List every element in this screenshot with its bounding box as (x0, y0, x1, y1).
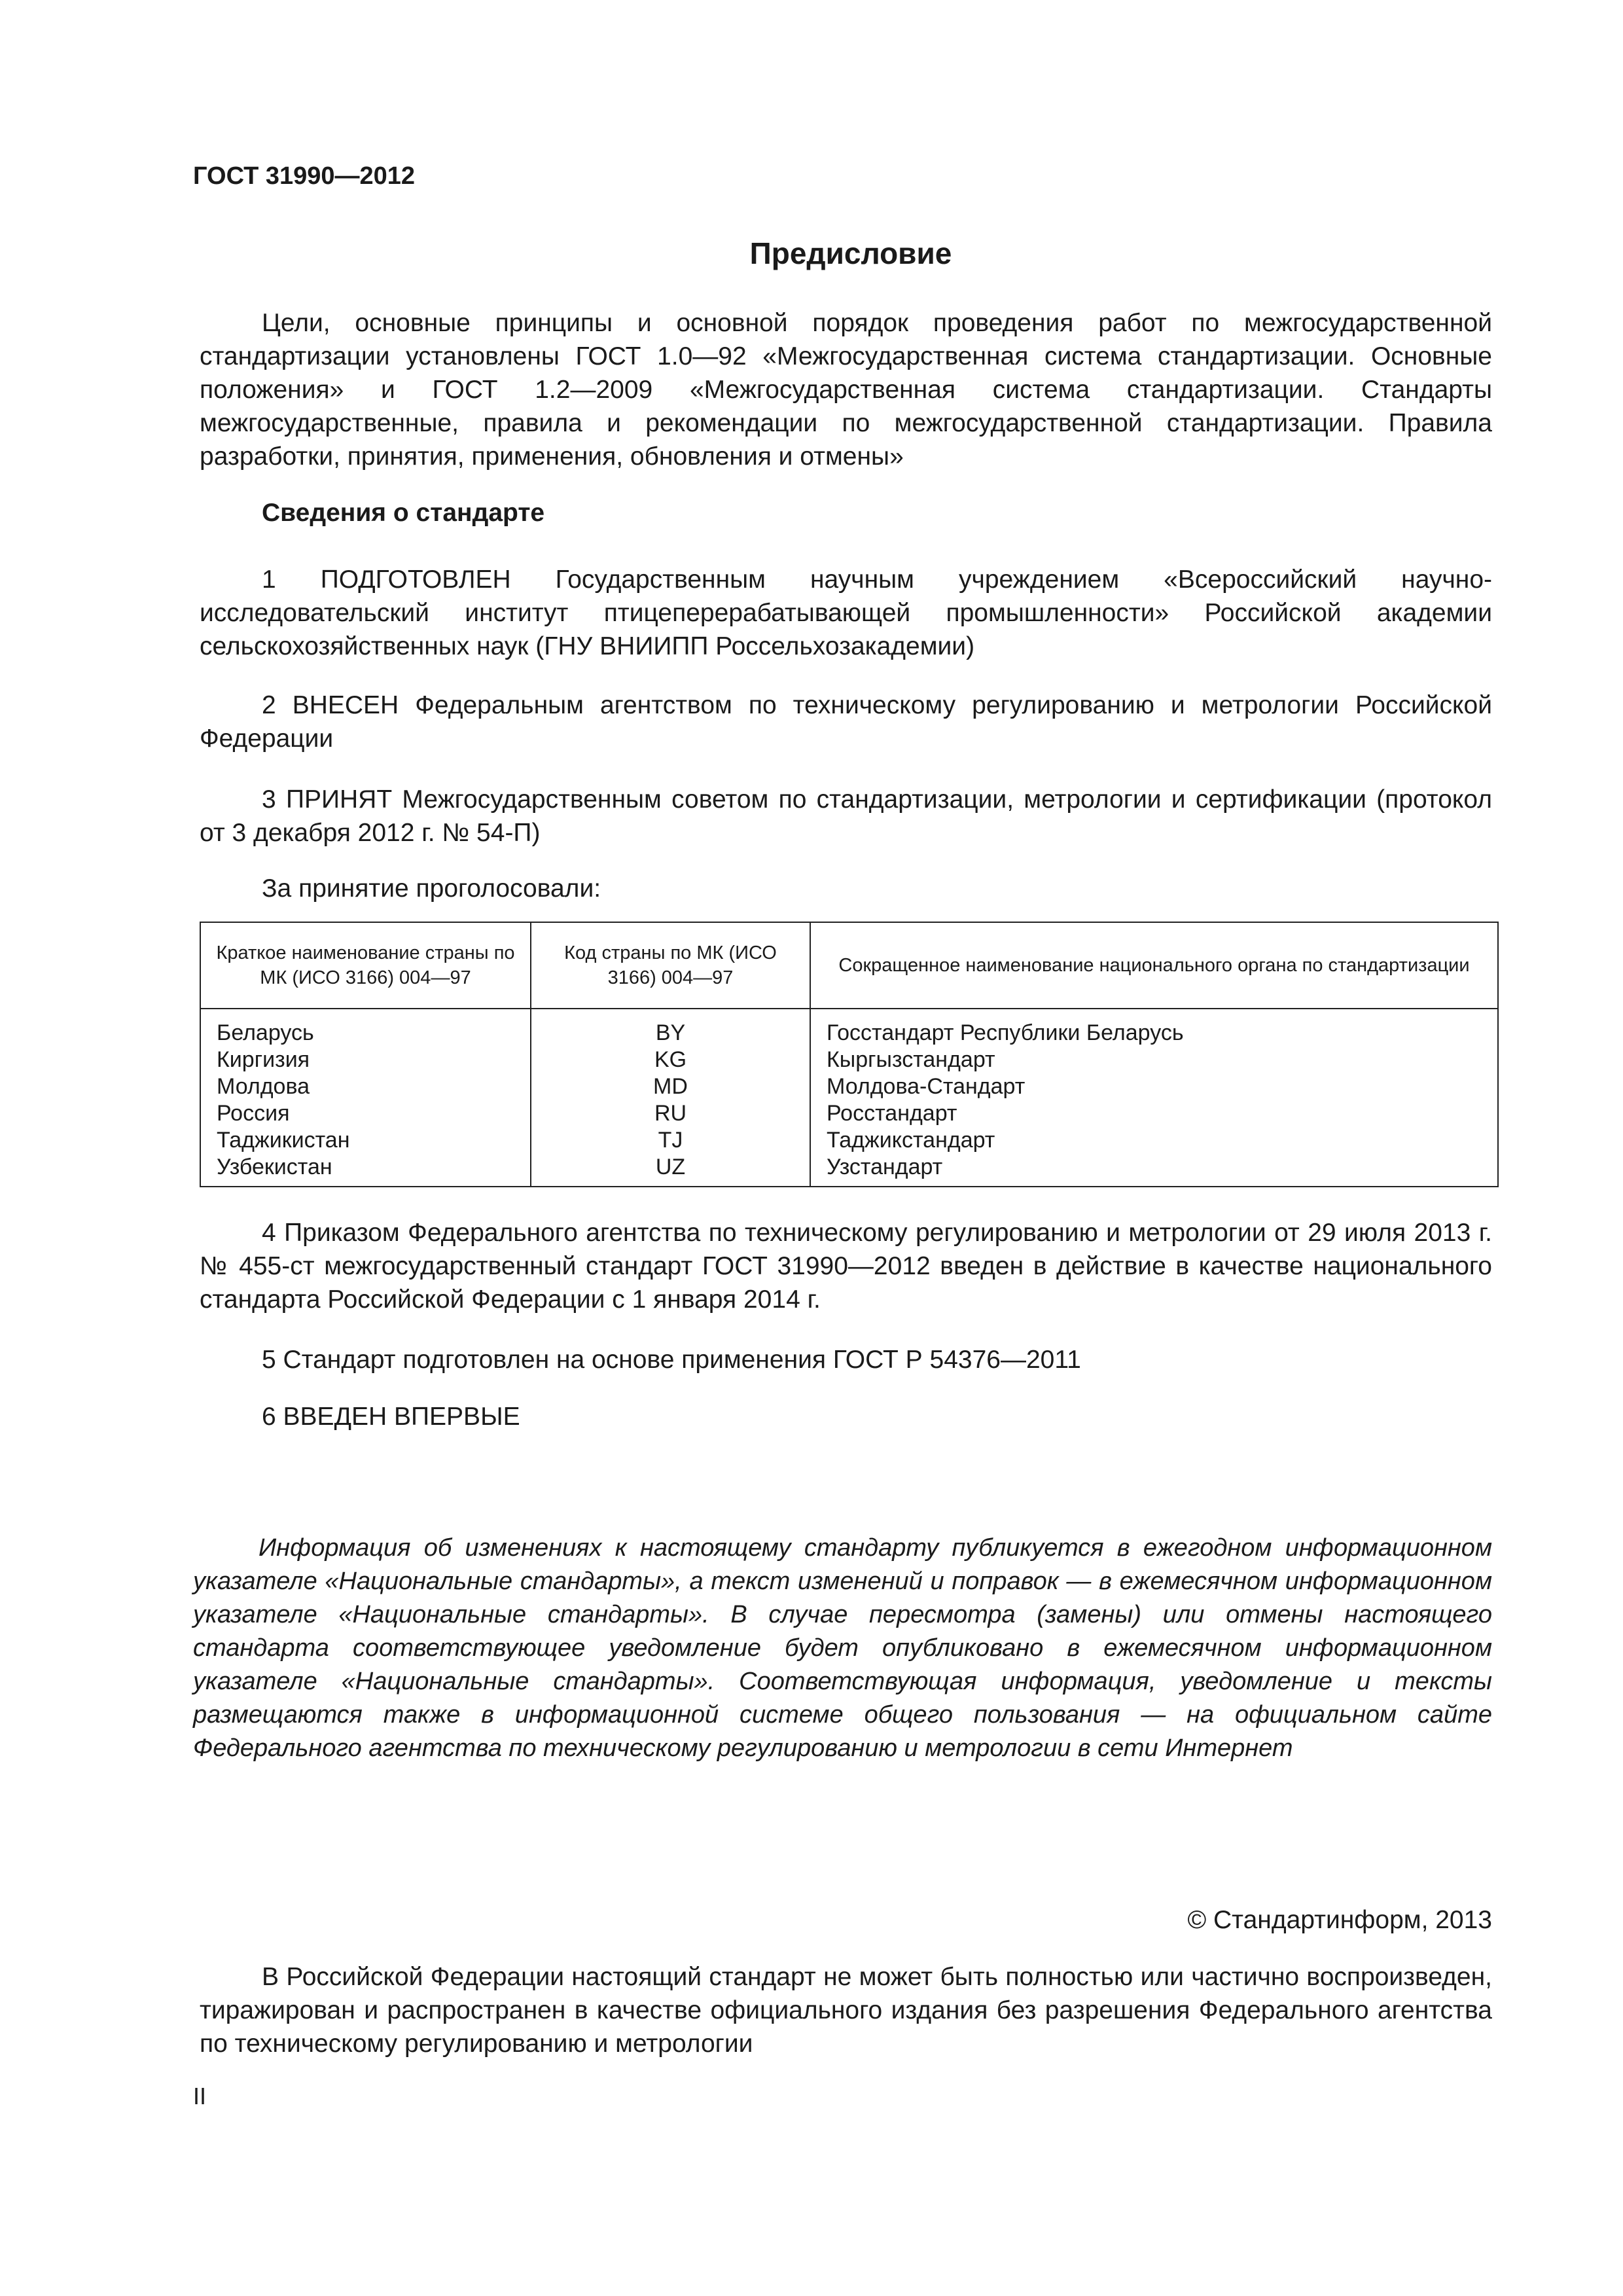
country-cell: Беларусь (200, 1009, 531, 1047)
table-row (200, 1154, 1498, 1187)
table-row (200, 1100, 1498, 1127)
country-cell: Узбекистан (200, 1154, 531, 1187)
document-header: ГОСТ 31990—2012 (193, 162, 416, 190)
code-cell: TJ (531, 1127, 810, 1154)
table-header-row (200, 922, 1498, 1009)
table-row (200, 1047, 1498, 1073)
item-3-paragraph: 3 ПРИНЯТ Межгосударственным советом по стандартизации, метрологии и сертификации (протокол от 3 декабря 2012 г. № 54-П) (200, 785, 1492, 847)
intro-paragraph: Цели, основные принципы и основной порядок проведения работ по межгосударственной стандартизации установлены ГОСТ 1.0—92 «Межгосударственная система стандартизации. Основные положения» и ГОСТ 1.2—2009 «Межгосударственная система стандартизации. Стандарты межгосударственные, правила и рекомендации по межгосударственной стандартизации. Правила разработки, принятия, применения, обновления и отмены» (200, 309, 1492, 471)
code-cell: RU (531, 1100, 810, 1127)
body-cell: Госстандарт Республики Беларусь (810, 1009, 1498, 1047)
code-cell: BY (531, 1009, 810, 1047)
item-4-paragraph: 4 Приказом Федерального агентства по техническому регулированию и метрологии от 29 июля 2013 г. № 455-ст межгосударственный стандарт ГОСТ 31990—2012 введен в действие в качестве национального стандарта Российской Федерации с 1 января 2014 г. (200, 1219, 1492, 1314)
header-code: Код страны по МК (ИСО 3166) 004—97 (531, 922, 810, 1009)
reproduction-notice: В Российской Федерации настоящий стандарт не может быть полностью или частично воспроизведен, тиражирован и распространен в качестве официального издания без разрешения Федерального агентства по техническому регулированию и метрологии (200, 1963, 1492, 2058)
body-cell: Росстандарт (810, 1100, 1498, 1127)
code-cell: MD (531, 1073, 810, 1100)
item-6-paragraph: 6 ВВЕДЕН ВПЕРВЫЕ (262, 1403, 520, 1431)
country-cell: Киргизия (200, 1047, 531, 1073)
header-body: Сокращенное наименование национального органа по стандартизации (810, 922, 1498, 1009)
country-cell: Таджикистан (200, 1127, 531, 1154)
country-cell: Молдова (200, 1073, 531, 1100)
country-cell: Россия (200, 1100, 531, 1127)
page-title: Предисловие (749, 236, 952, 270)
table-row (200, 1073, 1498, 1100)
voting-table (200, 922, 1499, 1187)
info-heading: Сведения о стандарте (262, 499, 545, 527)
table-row (200, 1127, 1498, 1154)
amendment-info-block: Информация об изменениях к настоящему стандарту публикуется в ежегодном информационном указателе «Национальные стандарты», а текст изменений и поправок — в ежемесячном информационном указателе «Национальные стандарты». В случае пересмотра (замены) или отмены настоящего стандарта соответствующее уведомление будет опубликовано в ежемесячном информационном указателе «Национальные стандарты». Соответствующая информация, уведомление и тексты размещаются также в информационной системе общего пользования — на официальном сайте Федерального агентства по техническому регулированию и метрологии в сети Интернет (193, 1534, 1492, 1762)
item-5-paragraph: 5 Стандарт подготовлен на основе применения ГОСТ Р 54376—2011 (262, 1346, 1081, 1374)
table-row (200, 1009, 1498, 1047)
body-cell: Кыргызстандарт (810, 1047, 1498, 1073)
body-cell: Таджикстандарт (810, 1127, 1498, 1154)
copyright-line: © Стандартинформ, 2013 (1187, 1906, 1492, 1934)
code-cell: UZ (531, 1154, 810, 1187)
vote-intro: За принятие проголосовали: (262, 874, 601, 903)
page-number: II (193, 2083, 207, 2109)
item-2-paragraph: 2 ВНЕСЕН Федеральным агентством по техническому регулированию и метрологии Российской Федерации (200, 691, 1492, 753)
body-cell: Узстандарт (810, 1154, 1498, 1187)
header-country: Краткое наименование страны по МК (ИСО 3166) 004—97 (200, 922, 531, 1009)
code-cell: KG (531, 1047, 810, 1073)
item-1-paragraph: 1 ПОДГОТОВЛЕН Государственным научным учреждением «Всероссийский научно-исследовательский институт птицеперерабатывающей промышленности» Российской академии сельскохозяйственных наук (ГНУ ВНИИПП Россельхозакадемии) (200, 565, 1492, 660)
body-cell: Молдова-Стандарт (810, 1073, 1498, 1100)
